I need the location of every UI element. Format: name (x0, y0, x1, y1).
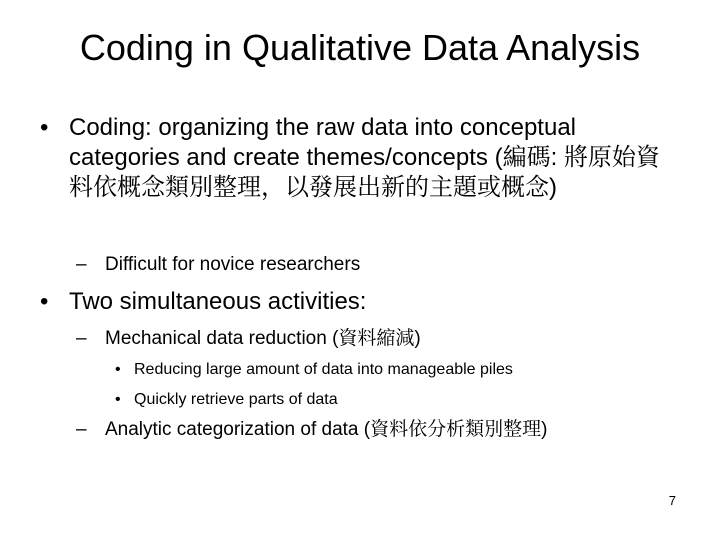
sub-sub-bullet-text: Reducing large amount of data into manageable piles (134, 361, 513, 378)
bullet-coding (40, 113, 680, 203)
sub-bullet-mechanical (76, 327, 696, 351)
sub-bullet-analytic (76, 418, 706, 442)
bullet-text: Coding: organizing the raw data into conceptual categories and create themes/concepts (編碼: 將原始資料依概念類別整理，以發展出新的主題或概念) (69, 114, 660, 201)
bullet-marker: • (40, 114, 49, 141)
sub-sub-bullet-reducing (115, 359, 705, 380)
dash-marker: – (76, 254, 87, 275)
sub-bullet-text: Mechanical data reduction (資料縮減) (105, 328, 421, 349)
sub-bullet-text: Analytic categorization of data (資料依分析類別整理) (105, 419, 548, 440)
bullet-text: Two simultaneous activities: (69, 288, 367, 315)
bullet-marker: • (40, 288, 49, 315)
dash-marker: – (76, 328, 87, 349)
dash-marker: – (76, 419, 87, 440)
sub-sub-bullet-retrieve (115, 389, 705, 410)
slide-title: Coding in Qualitative Data Analysis (79, 27, 641, 68)
bullet-marker: • (115, 391, 121, 408)
sub-bullet-text: Difficult for novice researchers (105, 254, 361, 275)
sub-bullet-difficult (76, 253, 696, 277)
bullet-activities (40, 287, 680, 317)
sub-sub-bullet-text: Quickly retrieve parts of data (134, 391, 338, 408)
bullet-marker: • (115, 361, 121, 378)
page-number: 7 (668, 493, 676, 508)
